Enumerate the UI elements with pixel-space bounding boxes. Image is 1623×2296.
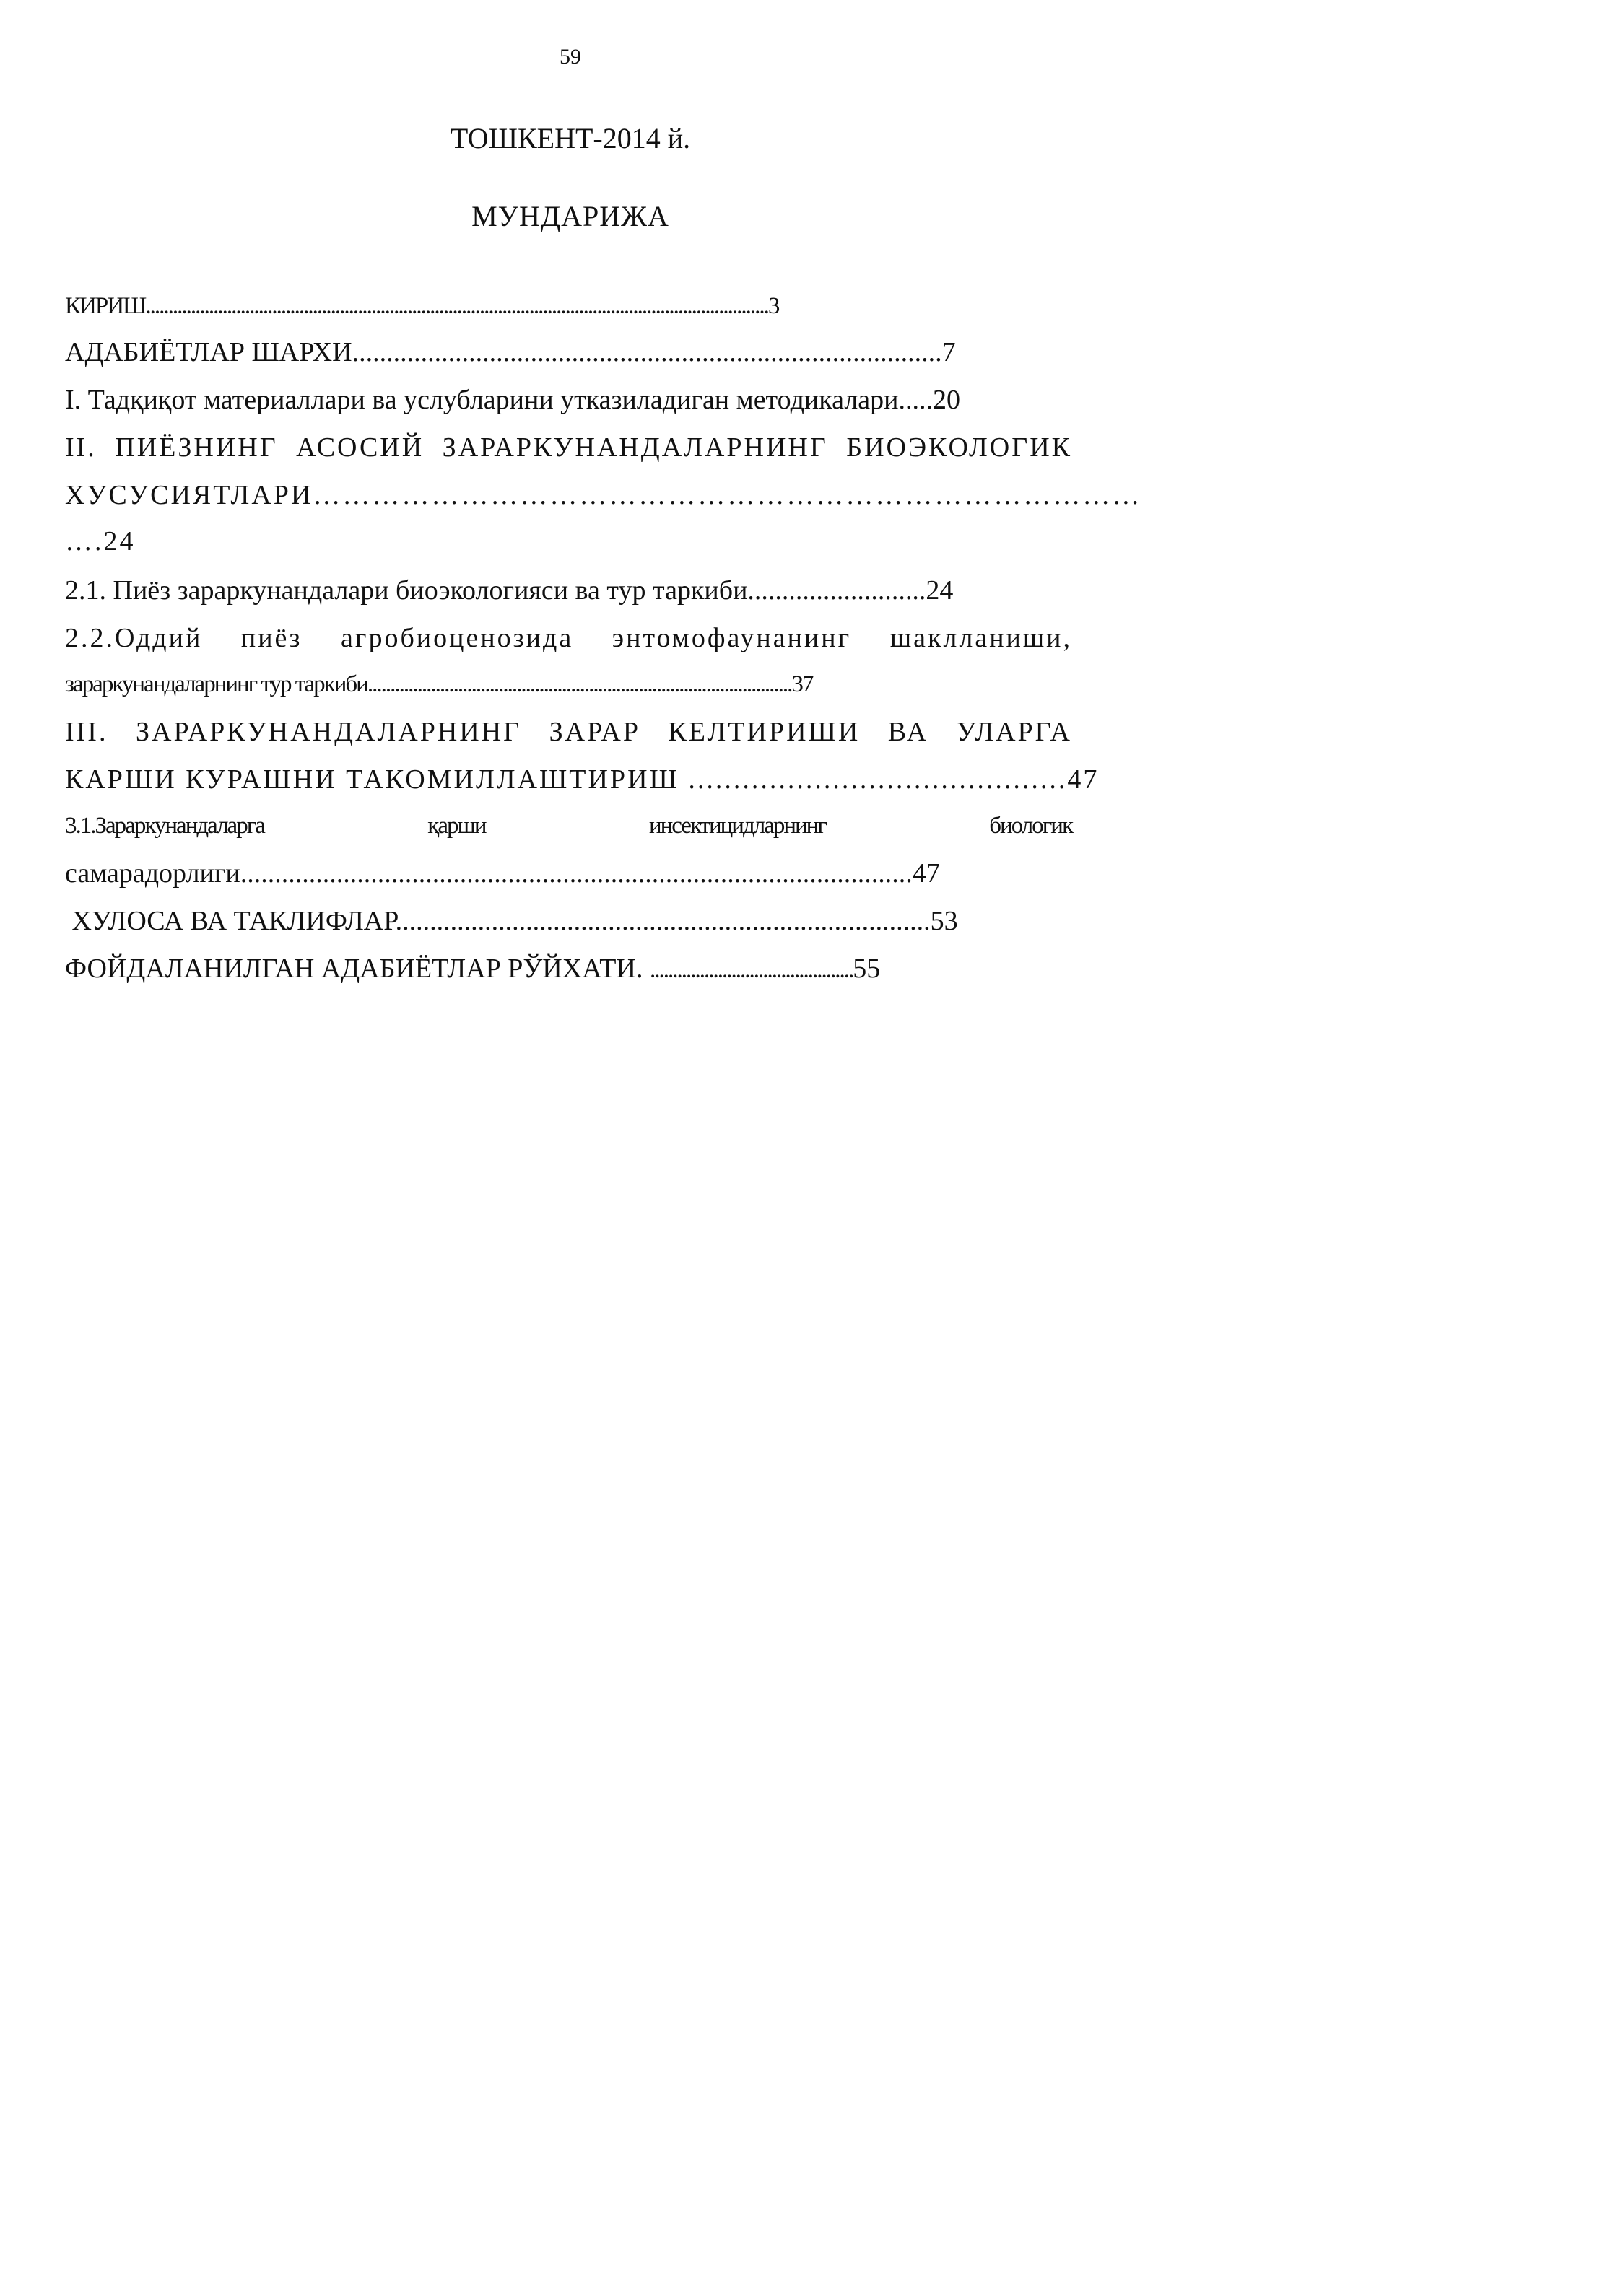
- toc-entry-title: КАРШИ КУРАШНИ ТАКОМИЛЛАШТИРИШ: [65, 764, 689, 795]
- toc-entry-page: 20: [933, 385, 960, 415]
- toc-leader-dots: …………………………………………………………………………: [313, 480, 1142, 510]
- toc-leader-dots: ..............................................................................: [395, 906, 931, 936]
- toc-entry-section-3-1-line-1: [65, 806, 1072, 846]
- toc-entry-title: АДАБИЁТЛАР ШАРХИ: [65, 337, 352, 367]
- toc-word: АСОСИЙ: [296, 432, 425, 463]
- contents-title: МУНДАРИЖА: [471, 200, 669, 232]
- toc-leader-dots: ..........................................................................................................................................: [145, 293, 768, 319]
- toc-entry-page: ….24: [65, 526, 136, 556]
- toc-entry-chapter-1: [65, 380, 1072, 420]
- toc-entry-section-2-2-line-1: [65, 618, 1072, 658]
- toc-entry-references: [65, 948, 1072, 989]
- toc-entry-intro: [65, 286, 1072, 326]
- toc-word: пиёз: [240, 623, 303, 653]
- toc-entry-chapter-3-line-1: [65, 712, 1072, 752]
- toc-entry-title: самарадорлиги: [65, 858, 240, 889]
- toc-entry-title: ХУЛОСА ВА ТАКЛИФЛАР: [65, 906, 396, 936]
- toc-leader-dots: ..................................................................................................: [240, 858, 913, 889]
- toc-leader-dots: ......................................................................................: [352, 337, 942, 367]
- city-year: ТОШКЕНТ-2014 й.: [450, 122, 691, 154]
- toc-entry-title: ФОЙДАЛАНИЛГАН АДАБИЁТЛАР РЎЙХАТИ.: [65, 953, 650, 984]
- toc-word: агробиоценозида: [341, 623, 574, 653]
- page-number: 59: [560, 45, 581, 69]
- toc-entry-section-2-1: [65, 570, 1072, 611]
- toc-word: III.: [65, 717, 108, 747]
- toc-entry-page: 53: [930, 906, 958, 936]
- toc-entry-chapter-2-page: [65, 521, 1072, 562]
- toc-leader-dots: ..........................................: [688, 764, 1068, 795]
- toc-entry-literature: [65, 332, 1072, 372]
- toc-word: ЗАРАРКУНАНДАЛАРНИНГ: [442, 432, 828, 463]
- toc-entry-section-3-1-line-2: [65, 853, 1072, 894]
- toc-entry-title: 2.1. Пиёз зараркунандалари биоэкологияси ва тур таркиби: [65, 575, 748, 606]
- toc-word: 2.2.Оддий: [65, 623, 203, 653]
- toc-word: II.: [65, 432, 97, 463]
- toc-word: 3.1.Зараркунандаларга: [65, 813, 264, 839]
- toc-entry-conclusions: [65, 901, 1072, 941]
- toc-entry-title: ХУСУСИЯТЛАРИ: [65, 480, 313, 510]
- toc-entry-page: 7: [941, 337, 956, 367]
- toc-leader-dots: ..........................: [747, 575, 926, 606]
- toc-entry-chapter-2-line-1: [65, 427, 1072, 468]
- toc-word: КЕЛТИРИШИ: [668, 717, 861, 747]
- toc-entry-page: 3: [767, 293, 779, 319]
- toc-word: ПИЁЗНИНГ: [115, 432, 278, 463]
- toc-entry-chapter-3-line-2: [65, 759, 1100, 800]
- toc-word: шаклланиши,: [889, 623, 1072, 653]
- toc-leader-dots: .....: [898, 385, 933, 415]
- toc-leader-dots: ..............................................................................................: [367, 671, 792, 697]
- toc-entry-section-2-2-line-2: [65, 664, 1072, 704]
- toc-word: УЛАРГА: [956, 717, 1072, 747]
- toc-entry-title: I. Тадқиқот материаллари ва услубларини утказиладиган методикалари: [65, 385, 899, 415]
- toc-word: энтомофаунанинг: [612, 623, 852, 653]
- toc-word: биологик: [989, 813, 1072, 839]
- toc-entry-page: 55: [853, 953, 881, 984]
- toc-entry-page: 37: [791, 671, 813, 697]
- toc-entry-chapter-2-line-2: [65, 475, 1142, 515]
- toc-word: ЗАРАРКУНАНДАЛАРНИНГ: [135, 717, 522, 747]
- toc-entry-page: 47: [1067, 764, 1100, 795]
- toc-entry-title: зараркунандаларнинг тур таркиби: [65, 671, 367, 697]
- toc-word: БИОЭКОЛОГИК: [846, 432, 1072, 463]
- toc-leader-dots: .............................................: [649, 957, 853, 983]
- toc-word: инсектицидларнинг: [648, 813, 826, 839]
- toc-entry-page: 47: [912, 858, 940, 889]
- toc-word: ВА: [887, 717, 929, 747]
- toc-word: ЗАРАР: [549, 717, 640, 747]
- toc-entry-page: 24: [926, 575, 954, 606]
- toc-word: қарши: [427, 813, 486, 839]
- toc-entry-title: КИРИШ: [65, 293, 146, 319]
